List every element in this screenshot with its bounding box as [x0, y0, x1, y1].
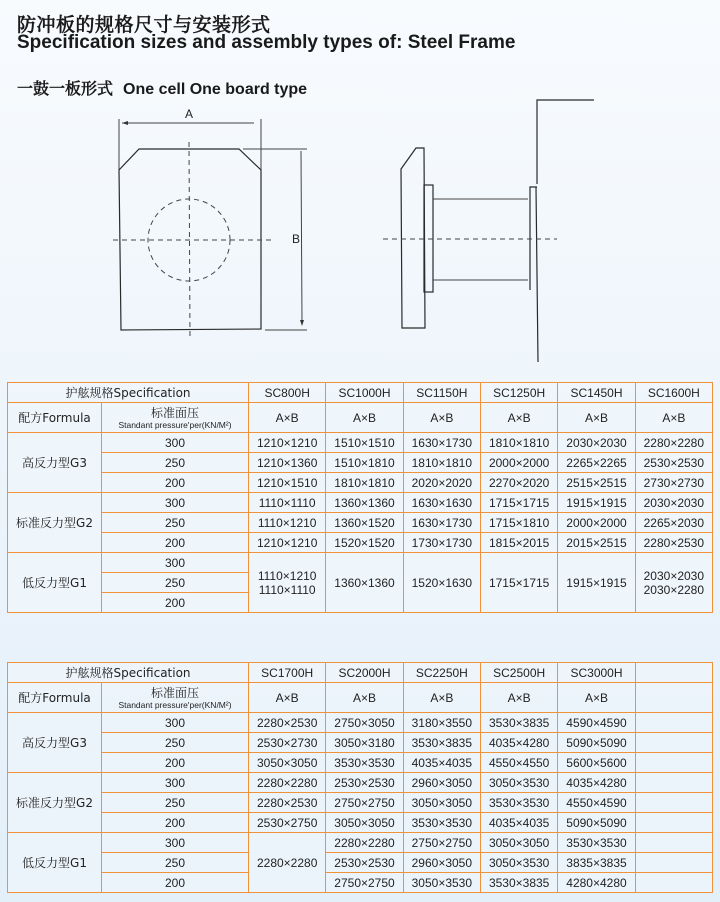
size-cell-empty	[635, 733, 712, 753]
wall-outline	[536, 100, 594, 362]
size-cell: 1210×1210	[249, 533, 326, 553]
subtitle-en: One cell One board type	[123, 81, 308, 98]
table-header-row	[8, 663, 713, 683]
table-subheader-row	[8, 403, 713, 433]
size-cell: 5090×5090	[558, 813, 635, 833]
size-cell-merged	[249, 553, 326, 613]
size-cell: 1210×1210	[249, 433, 326, 453]
axb-header: A×B	[558, 683, 635, 713]
size-cell-empty	[635, 793, 712, 813]
size-cell: 4035×4035	[403, 753, 480, 773]
size-cell-merged: 1915×1915	[558, 553, 635, 613]
pressure-cell: 250	[102, 513, 249, 533]
size-cell: 1510×1810	[326, 453, 403, 473]
axb-header: A×B	[635, 403, 712, 433]
size-cell: 3050×3050	[249, 753, 326, 773]
size-cell: 3835×3835	[558, 853, 635, 873]
size-cell: 2280×2530	[249, 793, 326, 813]
size-cell: 4590×4590	[558, 713, 635, 733]
table-row	[8, 533, 713, 553]
size-cell-empty	[635, 873, 712, 893]
table-row	[8, 513, 713, 533]
size-cell: 2750×3050	[326, 713, 403, 733]
size-cell: 1915×1915	[558, 493, 635, 513]
formula-cell: 低反力型G1	[8, 553, 102, 613]
model-header: SC3000H	[558, 663, 635, 683]
pressure-cell: 300	[102, 833, 249, 853]
size-cell: 1210×1360	[249, 453, 326, 473]
pressure-cell: 200	[102, 753, 249, 773]
pressure-cell: 300	[102, 773, 249, 793]
size-cell: 4550×4590	[558, 793, 635, 813]
size-cell: 2030×2030	[558, 433, 635, 453]
size-cell: 1815×2015	[481, 533, 558, 553]
model-header-empty	[635, 663, 712, 683]
size-value: 1110×1110	[258, 582, 316, 597]
size-cell: 1360×1360	[326, 493, 403, 513]
size-cell: 1730×1730	[403, 533, 480, 553]
pressure-cell: 250	[102, 793, 249, 813]
page-title-en: Specification sizes and assembly types of: Steel Frame	[17, 32, 516, 53]
size-cell: 1630×1730	[403, 433, 480, 453]
size-cell: 3050×3530	[403, 873, 480, 893]
size-value: 2030×2030	[643, 568, 705, 583]
size-cell: 2530×2530	[326, 853, 403, 873]
axb-header: A×B	[558, 403, 635, 433]
size-cell-empty	[635, 813, 712, 833]
dim-b-arrow-icon	[300, 320, 304, 326]
pressure-cell: 200	[102, 813, 249, 833]
size-cell: 4550×4550	[481, 753, 558, 773]
size-cell: 2960×3050	[403, 853, 480, 873]
pressure-header-en: Standant pressure'per(KN/M²)	[118, 699, 232, 710]
size-cell: 2530×2730	[249, 733, 326, 753]
model-header: SC2500H	[481, 663, 558, 683]
size-cell: 5090×5090	[558, 733, 635, 753]
size-cell: 3530×3530	[558, 833, 635, 853]
table-row	[8, 853, 713, 873]
model-header: SC1600H	[635, 383, 712, 403]
axb-header: A×B	[326, 403, 403, 433]
model-header: SC800H	[249, 383, 326, 403]
table-row	[8, 833, 713, 853]
subtitle-cn: 一鼓一板形式	[17, 79, 114, 98]
size-cell: 3530×3835	[481, 873, 558, 893]
model-header: SC1700H	[249, 663, 326, 683]
axb-header: A×B	[403, 683, 480, 713]
size-cell: 3530×3530	[326, 753, 403, 773]
size-cell: 3530×3530	[481, 793, 558, 813]
table-row	[8, 493, 713, 513]
table-row	[8, 553, 713, 573]
size-cell: 2530×2530	[326, 773, 403, 793]
size-cell: 1520×1520	[326, 533, 403, 553]
pressure-header	[102, 683, 249, 713]
size-cell-merged: 1360×1360	[326, 553, 403, 613]
vertical-centerline	[189, 142, 190, 340]
size-cell-empty	[635, 853, 712, 873]
size-cell: 2530×2530	[635, 453, 712, 473]
size-cell: 2280×2530	[249, 713, 326, 733]
axb-header: A×B	[481, 403, 558, 433]
size-cell: 2265×2265	[558, 453, 635, 473]
formula-header: 配方Formula	[8, 683, 102, 713]
size-cell-empty	[635, 833, 712, 853]
model-header: SC2250H	[403, 663, 480, 683]
size-cell-empty	[635, 713, 712, 733]
size-cell: 1810×1810	[481, 433, 558, 453]
table-row	[8, 433, 713, 453]
size-cell: 1110×1110	[249, 493, 326, 513]
size-cell: 2750×2750	[326, 873, 403, 893]
formula-header: 配方Formula	[8, 403, 102, 433]
pressure-cell: 250	[102, 853, 249, 873]
size-cell: 2280×2280	[635, 433, 712, 453]
size-cell: 2015×2515	[558, 533, 635, 553]
pressure-cell: 200	[102, 593, 249, 613]
axb-header: A×B	[249, 683, 326, 713]
pressure-cell: 250	[102, 573, 249, 593]
dim-b-label: B	[292, 232, 301, 246]
size-cell: 2270×2020	[481, 473, 558, 493]
formula-cell: 标准反力型G2	[8, 773, 102, 833]
size-cell: 2265×2030	[635, 513, 712, 533]
dim-a-label: A	[185, 107, 194, 121]
table-row	[8, 813, 713, 833]
size-cell: 1630×1730	[403, 513, 480, 533]
size-cell: 1715×1715	[481, 493, 558, 513]
formula-cell: 标准反力型G2	[8, 493, 102, 553]
pressure-cell: 200	[102, 533, 249, 553]
size-cell: 3050×3530	[481, 773, 558, 793]
size-cell: 1210×1510	[249, 473, 326, 493]
pressure-cell: 200	[102, 873, 249, 893]
size-value: 1110×1210	[257, 568, 317, 583]
model-header: SC1250H	[481, 383, 558, 403]
size-cell: 3050×3180	[326, 733, 403, 753]
table-row	[8, 473, 713, 493]
size-cell: 1715×1810	[481, 513, 558, 533]
axb-header: A×B	[481, 683, 558, 713]
size-value: 2030×2280	[643, 582, 705, 597]
pressure-header-cn: 标准面压	[151, 685, 200, 700]
size-cell: 4280×4280	[558, 873, 635, 893]
size-cell: 2515×2515	[558, 473, 635, 493]
table-row	[8, 753, 713, 773]
model-header: SC1000H	[326, 383, 403, 403]
size-cell: 4035×4280	[481, 733, 558, 753]
model-header: SC2000H	[326, 663, 403, 683]
size-cell: 2030×2030	[635, 493, 712, 513]
size-cell: 3180×3550	[403, 713, 480, 733]
table-subheader-row	[8, 683, 713, 713]
size-cell: 1630×1630	[403, 493, 480, 513]
pressure-cell: 300	[102, 433, 249, 453]
size-cell: 2730×2730	[635, 473, 712, 493]
side-panel-outline	[401, 148, 425, 328]
table-row	[8, 793, 713, 813]
table-row	[8, 713, 713, 733]
size-cell: 5600×5600	[558, 753, 635, 773]
size-cell: 1810×1810	[326, 473, 403, 493]
size-cell-merged	[635, 553, 712, 613]
size-cell: 2000×2000	[481, 453, 558, 473]
table-header-row	[8, 383, 713, 403]
size-cell: 2000×2000	[558, 513, 635, 533]
axb-header: A×B	[326, 683, 403, 713]
size-cell: 2530×2750	[249, 813, 326, 833]
axb-header: A×B	[249, 403, 326, 433]
size-cell: 2960×3050	[403, 773, 480, 793]
formula-cell: 低反力型G1	[8, 833, 102, 893]
model-header: SC1450H	[558, 383, 635, 403]
size-cell: 1110×1210	[249, 513, 326, 533]
size-cell: 4035×4035	[481, 813, 558, 833]
size-cell: 3050×3530	[481, 853, 558, 873]
size-cell-merged: 2280×2280	[249, 833, 326, 893]
spec-header: 护舷规格Specification	[8, 383, 249, 403]
pressure-cell: 300	[102, 493, 249, 513]
pressure-header-cn: 标准面压	[151, 405, 200, 420]
size-cell-empty	[635, 753, 712, 773]
front-view-diagram	[0, 0, 720, 380]
size-cell: 3050×3050	[403, 793, 480, 813]
page-title-cn: 防冲板的规格尺寸与安装形式	[17, 14, 271, 36]
size-cell: 3530×3835	[403, 733, 480, 753]
size-cell: 1510×1510	[326, 433, 403, 453]
axb-header: A×B	[403, 403, 480, 433]
model-header: SC1150H	[403, 383, 480, 403]
pressure-cell: 300	[102, 713, 249, 733]
table-row	[8, 773, 713, 793]
dim-b-line	[301, 151, 302, 323]
table-row	[8, 873, 713, 893]
dim-a-arrow-icon	[122, 121, 128, 125]
pressure-cell: 300	[102, 553, 249, 573]
size-cell: 2280×2530	[635, 533, 712, 553]
pressure-cell: 250	[102, 733, 249, 753]
size-cell: 3050×3050	[481, 833, 558, 853]
pressure-header	[102, 403, 249, 433]
size-cell: 3530×3835	[481, 713, 558, 733]
size-cell: 1810×1810	[403, 453, 480, 473]
axb-header-empty	[635, 683, 712, 713]
size-cell: 3530×3530	[403, 813, 480, 833]
size-cell: 3050×3050	[326, 813, 403, 833]
size-cell: 1360×1520	[326, 513, 403, 533]
pressure-header-en: Standant pressure'per(KN/M²)	[118, 419, 232, 430]
table-row	[8, 453, 713, 473]
size-cell: 4035×4280	[558, 773, 635, 793]
size-cell: 2020×2020	[403, 473, 480, 493]
size-cell: 2750×2750	[326, 793, 403, 813]
spec-header: 护舷规格Specification	[8, 663, 249, 683]
size-cell-empty	[635, 773, 712, 793]
formula-cell: 高反力型G3	[8, 713, 102, 773]
size-cell: 2280×2280	[249, 773, 326, 793]
size-cell-merged: 1715×1715	[481, 553, 558, 613]
spec-table-2	[7, 662, 713, 893]
pressure-cell: 250	[102, 453, 249, 473]
size-cell: 2750×2750	[403, 833, 480, 853]
formula-cell: 高反力型G3	[8, 433, 102, 493]
size-cell: 2280×2280	[326, 833, 403, 853]
table-row	[8, 733, 713, 753]
spec-table-1	[7, 382, 713, 613]
size-cell-merged: 1520×1630	[403, 553, 480, 613]
pressure-cell: 200	[102, 473, 249, 493]
